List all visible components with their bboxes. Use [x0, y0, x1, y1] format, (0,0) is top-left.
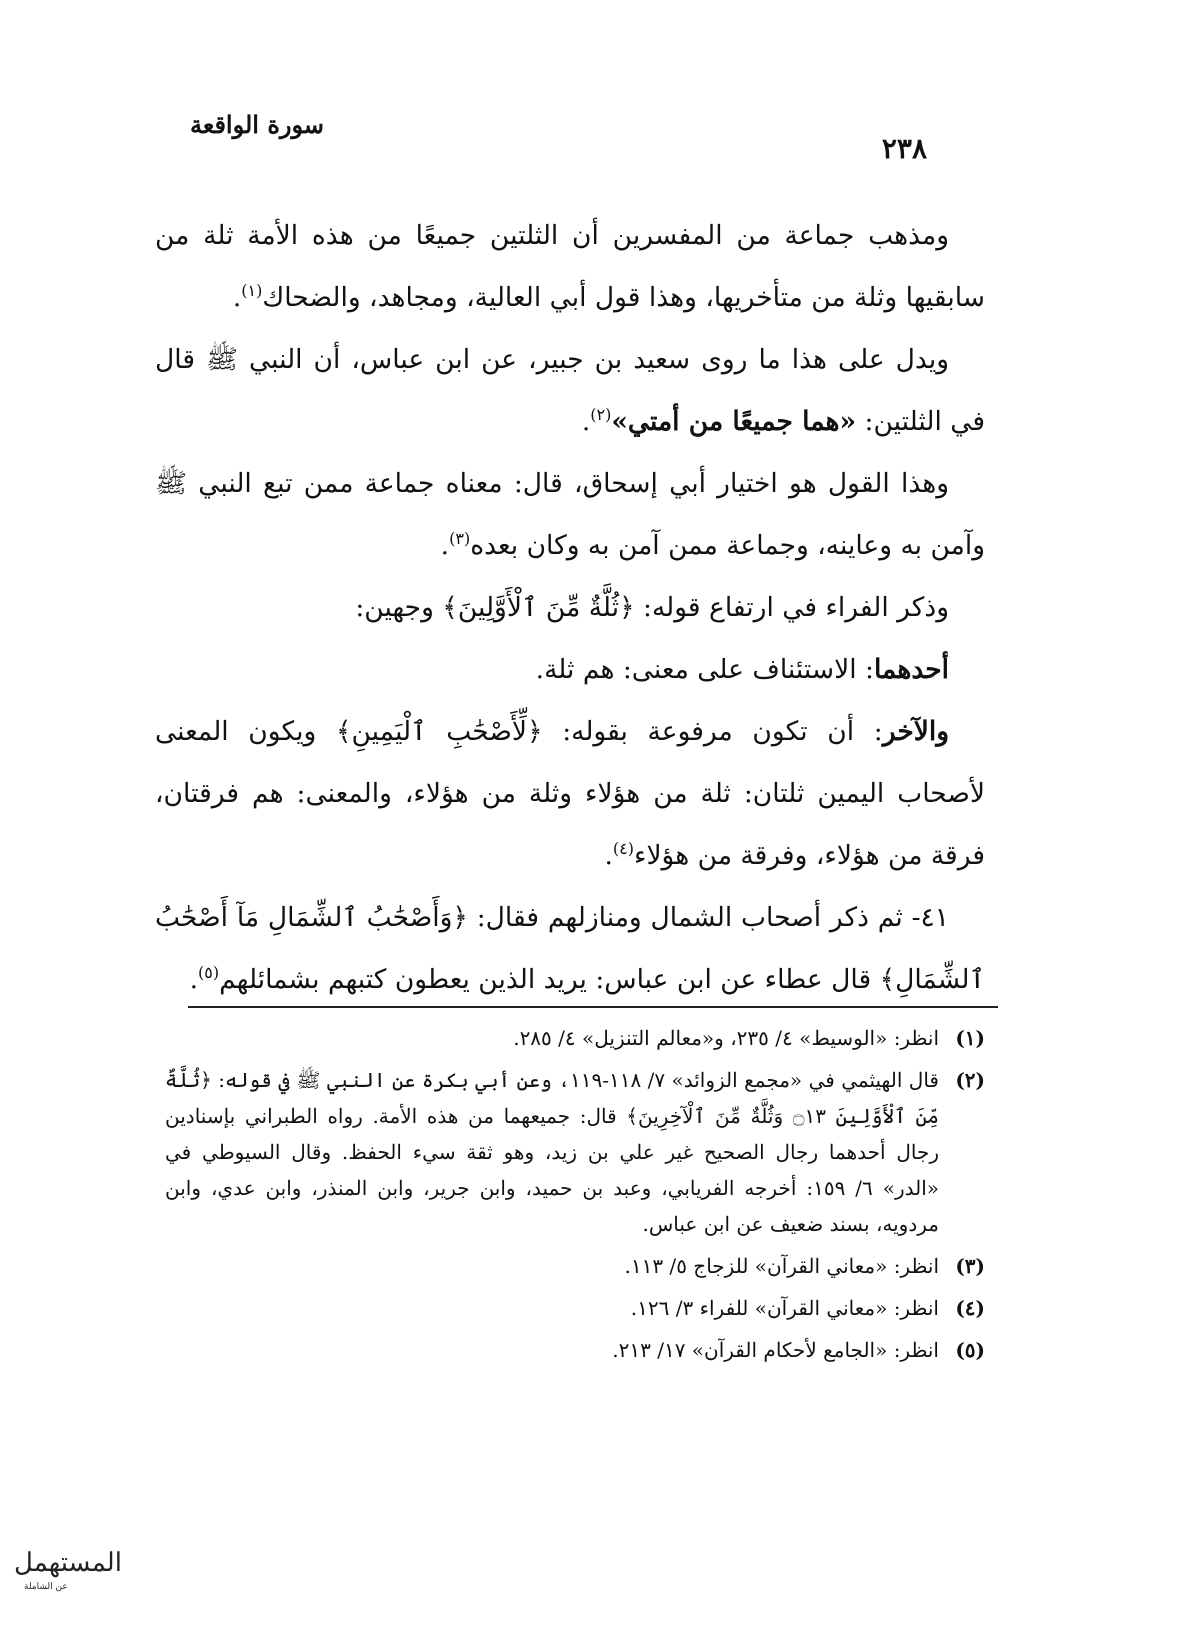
paragraph-2-text: ويدل على هذا ما روى سعيد بن جبير، عن ابن عباس، أن النبي ﷺ قال في الثلتين:: [155, 344, 985, 437]
footnote-item: [165, 1020, 985, 1056]
footnote-number: (٢): [955, 1068, 985, 1092]
footnote-ref-1[interactable]: (١): [241, 281, 263, 301]
footnote-item: [165, 1332, 985, 1368]
publisher-logo: [14, 1548, 122, 1618]
footnote-ref-3[interactable]: (٣): [449, 529, 471, 549]
paragraph-1-end: .: [232, 282, 242, 313]
paragraph-3-end: .: [440, 530, 450, 561]
paragraph-5-text: : الاستئناف على معنى: هم ثلة.: [535, 654, 874, 685]
paragraph-5: [155, 639, 985, 701]
footnote-ref-4[interactable]: (٤): [612, 839, 634, 859]
logo-subtext: عن الشاملة: [24, 1582, 68, 1592]
paragraph-4: وذكر الفراء في ارتفاع قوله: ﴿ثُلَّةٌ مِّنَ ٱلْأَوَّلِينَ﴾ وجهين:: [355, 592, 949, 623]
hadith-quote: «هما جميعًا من أمتي»: [611, 406, 857, 437]
paragraph-6-end: .: [604, 840, 613, 871]
footnote-ref-5[interactable]: (٥): [198, 963, 220, 983]
page-number: ٢٣٨: [881, 132, 927, 165]
footnote-number: (٤): [955, 1296, 985, 1320]
paragraph-6-text: : أن تكون مرفوعة بقوله: ﴿لِّأَصْحَٰبِ ٱلْيَمِينِ﴾ ويكون المعنى لأصحاب اليمين ثلتان: ثلة من هؤلاء وثلة من هؤلاء، والمعنى: هم فرقتان، فرقة من هؤلاء، وفرقة من هؤلاء: [155, 716, 985, 871]
paragraph-2: [155, 329, 985, 453]
footnote-text: انظر: «معاني القرآن» للفراء ٣/ ١٢٦.: [630, 1296, 939, 1320]
paragraph-7-end: .: [189, 964, 199, 995]
footnote-item: [165, 1248, 985, 1284]
footnote-number: (٣): [955, 1254, 985, 1278]
paragraph-6: [155, 701, 985, 887]
footnote-divider: [188, 1006, 998, 1008]
footnotes: [165, 1020, 985, 1374]
paragraph-3: [155, 453, 985, 577]
footnote-text: انظر: «الجامع لأحكام القرآن» ١٧/ ٢١٣.: [612, 1338, 939, 1362]
paragraph-1: [155, 205, 985, 329]
footnote-number: (٥): [955, 1338, 985, 1362]
first-view-label: أحدهما: [873, 654, 949, 685]
footnote-item: [165, 1062, 985, 1242]
paragraph-2-end: .: [581, 406, 591, 437]
paragraph-7-text: ٤١- ثم ذكر أصحاب الشمال ومنازلهم فقال: ﴿وَأَصْحَٰبُ ٱلشِّمَالِ مَآ أَصْحَٰبُ ٱلشِّمَالِ﴾ قال عطاء عن ابن عباس: يريد الذين يعطون كتبهم بشمائلهم: [155, 902, 985, 995]
main-text: [155, 205, 985, 1011]
footnote-text: قال الهيثمي في «مجمع الزوائد» ٧/ ١١٨-١١٩، وعن أبي بكرة عن النبي ﷺ في قوله: ﴿ثُلَّةٌ مِّنَ ٱلْأَوَّلِينَ ۝١٣ وَثُلَّةٌ مِّنَ ٱلْآخِرِينَ﴾ قال: جميعهما من هذه الأمة. رواه الطبراني بإسنادين رجال أحدهما رجال الصحيح غير علي بن زيد، وهو ثقة سيء الحفظ. وقال السيوطي في «الدر» ٦/ ١٥٩: أخرجه الفريابي، وعبد بن حميد، وابن جرير، وابن المنذر، وابن عدي، وابن مردويه، بسند ضعيف عن ابن عباس.: [165, 1068, 939, 1236]
paragraph-1-text: ومذهب جماعة من المفسرين أن الثلتين جميعًا من هذه الأمة ثلة من سابقيها وثلة من متأخريها، وهذا قول أبي العالية، ومجاهد، والضحاك: [155, 220, 985, 313]
paragraph-7: [155, 887, 985, 1011]
footnote-text: انظر: «معاني القرآن» للزجاج ٥/ ١١٣.: [624, 1254, 939, 1278]
running-header-surah: سورة الواقعة: [190, 110, 324, 139]
footnote-number: (١): [955, 1026, 985, 1050]
footnote-ref-2[interactable]: (٢): [590, 405, 612, 425]
footnote-text: انظر: «الوسيط» ٤/ ٢٣٥، و«معالم التنزيل» ٤/ ٢٨٥.: [513, 1026, 939, 1050]
second-view-label: والآخر: [882, 716, 949, 747]
logo-mark: المستهمل: [14, 1548, 122, 1578]
paragraph-3-text: وهذا القول هو اختيار أبي إسحاق، قال: معناه جماعة ممن تبع النبي ﷺ وآمن به وعاينه، وجماعة ممن آمن به وكان بعده: [155, 468, 985, 561]
footnote-item: [165, 1290, 985, 1326]
